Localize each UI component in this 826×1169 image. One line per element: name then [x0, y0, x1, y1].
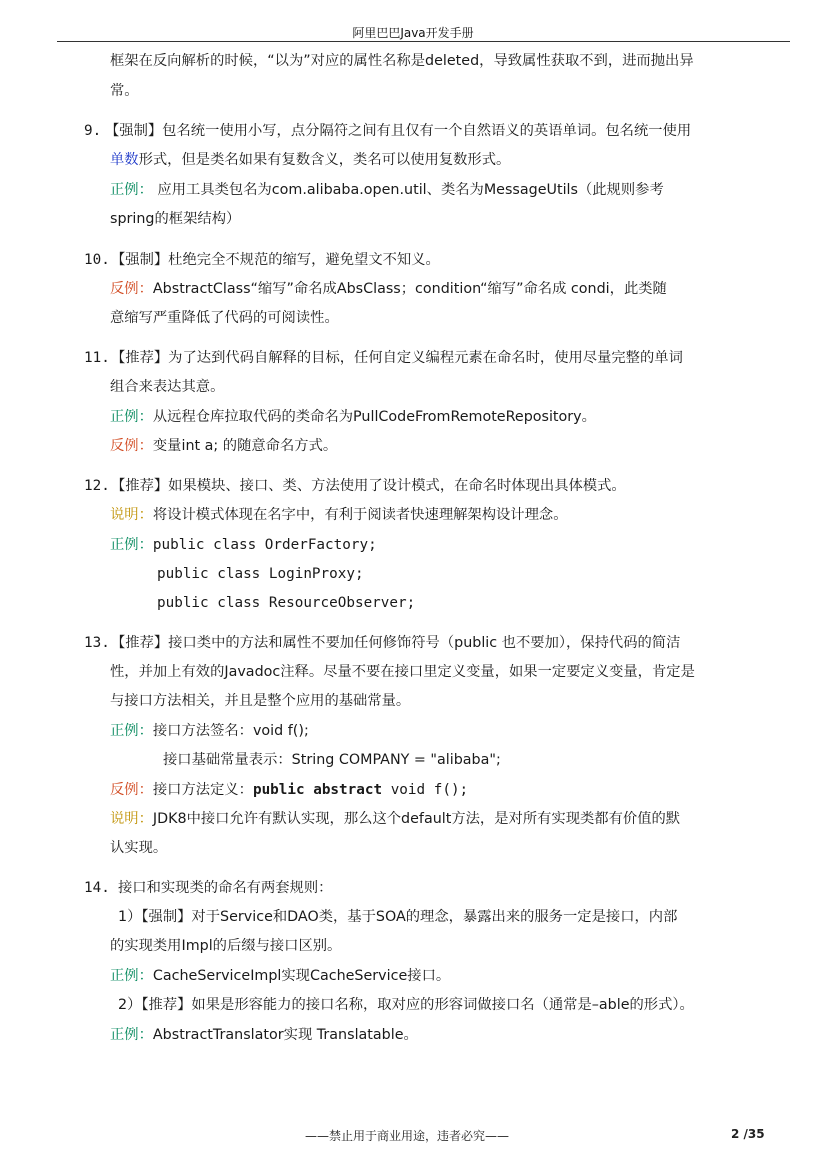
negative-example-text: 变量int a; 的随意命名方式。 — [152, 438, 338, 454]
positive-example-label: 正例： — [110, 409, 153, 425]
sub-rule-text: 的实现类用Impl的后缀与接口区别。 — [110, 938, 342, 954]
positive-example-text: AbstractTranslator实现 Translatable。 — [152, 1027, 418, 1043]
negative-example — [110, 436, 337, 456]
negative-example-cont: 意缩写严重降低了代码的可阅读性。 — [110, 310, 339, 326]
positive-example — [110, 721, 309, 741]
positive-example-text: 应用工具类包名为com.alibaba.open.util、类名为MessageUtils（此规则参考 — [152, 182, 664, 198]
item-number: 14. — [84, 880, 110, 896]
note-text: JDK8中接口允许有默认实现，那么这个default方法，是对所有实现类都有价值的默 — [152, 811, 681, 827]
positive-example-label: 正例： — [110, 537, 153, 553]
note — [110, 809, 680, 829]
note — [110, 505, 568, 525]
header-rule — [57, 41, 790, 42]
positive-example-cont: spring的框架结构） — [110, 211, 241, 227]
page-number: 2 /35 — [731, 1127, 765, 1141]
page-header-title: 阿里巴巴Java开发手册 — [352, 26, 474, 40]
code-line: public class LoginProxy; — [157, 566, 364, 582]
rule-text: 组合来表达其意。 — [110, 379, 225, 395]
code-rest: void f(); — [382, 782, 469, 798]
rule-text: 【强制】包名统一使用小写，点分隔符之间有且仅有一个自然语义的英语单词。包名统一使用 — [105, 123, 692, 139]
item-number: 9. — [84, 123, 102, 139]
item-number: 10. — [84, 252, 110, 268]
positive-example-text: 从远程仓库拉取代码的类命名为PullCodeFromRemoteRepository。 — [152, 409, 596, 425]
rule-text — [110, 150, 510, 170]
note-label: 说明： — [110, 811, 153, 827]
sub-rule-text: 1）【强制】对于Service和DAO类，基于SOA的理念，暴露出来的服务一定是接口，内部 — [118, 909, 678, 925]
sub-rule-text: 2）【推荐】如果是形容能力的接口名称，取对应的形容词做接口名（通常是–able的形式）。 — [118, 997, 694, 1013]
item-number: 11. — [84, 350, 110, 366]
negative-example — [110, 780, 468, 800]
positive-example-label: 正例： — [110, 182, 153, 198]
positive-example-text: 接口方法签名：void f(); — [152, 723, 309, 739]
negative-example-label: 反例： — [110, 281, 153, 297]
code-keyword: public abstract — [252, 782, 383, 798]
footer-notice: ——禁止用于商业用途，违者必究—— — [305, 1129, 510, 1143]
rule-text: 性，并加上有效的Javadoc注释。尽量不要在接口里定义变量，如果一定要定义变量，肯定是 — [110, 664, 695, 680]
rule-text-rest: 形式，但是类名如果有复数含义，类名可以使用复数形式。 — [138, 152, 511, 168]
continuation-line: 常。 — [110, 83, 139, 99]
note-label: 说明： — [110, 507, 153, 523]
note-text: 将设计模式体现在名字中，有利于阅读者快速理解架构设计理念。 — [152, 507, 568, 523]
highlight-term: 单数 — [110, 152, 139, 168]
rule-text: 【强制】杜绝完全不规范的缩写，避免望文不知义。 — [111, 252, 440, 268]
continuation-line: 框架在反向解析的时候，“以为”对应的属性名称是deleted，导致属性获取不到，进而抛出异 — [110, 53, 694, 69]
positive-example-label: 正例： — [110, 968, 153, 984]
negative-example-text: AbstractClass“缩写”命名成AbsClass；condition“缩写”命名成 condi，此类随 — [152, 281, 667, 297]
note-cont: 认实现。 — [110, 840, 168, 856]
positive-example-label: 正例： — [110, 723, 153, 739]
negative-example — [110, 279, 667, 299]
code-line: public class OrderFactory; — [152, 537, 377, 553]
positive-example — [110, 966, 450, 986]
code-line: public class ResourceObserver; — [157, 595, 416, 611]
positive-example-text: CacheServiceImpl实现CacheService接口。 — [152, 968, 451, 984]
rule-text: 接口和实现类的命名有两套规则： — [118, 880, 333, 896]
positive-example — [110, 1025, 418, 1045]
positive-example — [110, 407, 596, 427]
positive-example-cont: 接口基础常量表示：String COMPANY = "alibaba"; — [163, 752, 501, 768]
negative-example-prefix: 接口方法定义： — [152, 782, 253, 798]
negative-example-label: 反例： — [110, 438, 153, 454]
rule-text: 【推荐】为了达到代码自解释的目标，任何自定义编程元素在命名时，使用尽量完整的单词 — [111, 350, 683, 366]
positive-example-label: 正例： — [110, 1027, 153, 1043]
rule-text: 【推荐】接口类中的方法和属性不要加任何修饰符号（public 也不要加），保持代码的简洁 — [111, 635, 681, 651]
rule-text: 与接口方法相关，并且是整个应用的基础常量。 — [110, 693, 411, 709]
positive-example — [110, 180, 664, 200]
negative-example-label: 反例： — [110, 782, 153, 798]
item-number: 12. — [84, 478, 110, 494]
rule-text: 【推荐】如果模块、接口、类、方法使用了设计模式，在命名时体现出具体模式。 — [111, 478, 626, 494]
positive-example — [110, 535, 377, 555]
item-number: 13. — [84, 635, 110, 651]
